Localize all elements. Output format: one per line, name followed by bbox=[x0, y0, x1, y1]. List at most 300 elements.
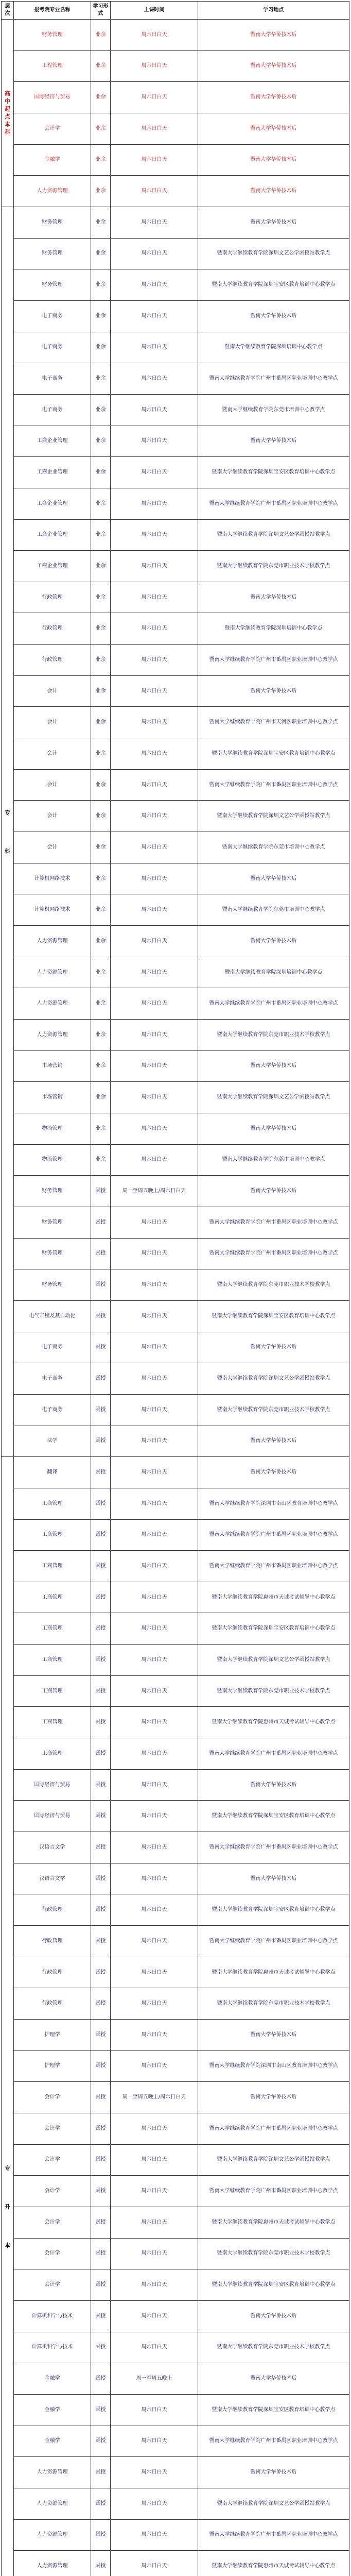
location-cell: 暨南大学继续教育学院东莞市职业技术学校教学点 bbox=[198, 1020, 349, 1051]
table-row bbox=[2, 1394, 349, 1426]
major-cell: 人力资源管理 bbox=[14, 926, 91, 957]
table-row bbox=[2, 1645, 349, 1676]
table-row bbox=[2, 894, 349, 926]
schedule-table bbox=[1, 1, 349, 2576]
table-row bbox=[2, 2082, 349, 2113]
major-cell: 会计学 bbox=[14, 2238, 91, 2269]
major-cell: 会计学 bbox=[14, 2082, 91, 2113]
study-form-cell: 函授 bbox=[91, 1426, 111, 1457]
major-cell: 工商管理 bbox=[14, 1613, 91, 1645]
major-cell: 人力资源管理 bbox=[14, 988, 91, 1020]
table-row bbox=[2, 2176, 349, 2207]
table-row bbox=[2, 2488, 349, 2519]
major-cell: 金融学 bbox=[14, 2363, 91, 2395]
class-time-cell: 周六日白天 bbox=[111, 1113, 198, 1144]
table-row bbox=[2, 1769, 349, 1801]
study-form-cell: 函授 bbox=[91, 1613, 111, 1645]
major-cell: 财务管理 bbox=[14, 269, 91, 301]
table-row bbox=[2, 2300, 349, 2332]
location-cell: 暨南大学继续教育学院东莞市职业技术学校教学点 bbox=[198, 1675, 349, 1707]
table-row bbox=[2, 2144, 349, 2176]
location-cell: 暨南大学继续教育学院深圳宝安区教育培训中心教学点 bbox=[198, 1300, 349, 1332]
class-time-cell: 周六日白天 bbox=[111, 613, 198, 645]
table-row bbox=[2, 2050, 349, 2082]
major-cell: 工商管理 bbox=[14, 1488, 91, 1519]
location-cell: 暨南大学继续教育学院深圳宝安区教育培训中心教学点 bbox=[198, 457, 349, 488]
location-cell: 暨南大学继续教育学院惠州市天诚考试辅导中心教学点 bbox=[198, 2207, 349, 2238]
location-cell: 暨南大学华侨技术后 bbox=[198, 207, 349, 238]
table-row bbox=[2, 1269, 349, 1301]
location-cell: 暨南大学华侨技术后 bbox=[198, 1426, 349, 1457]
table-header-row bbox=[2, 2, 349, 20]
class-time-cell: 周六日白天 bbox=[111, 1675, 198, 1707]
table-row bbox=[2, 1957, 349, 1988]
location-cell: 暨南大学华侨技术后 bbox=[198, 2082, 349, 2113]
location-cell: 暨南大学继续教育学院惠州市天诚考试辅导中心教学点 bbox=[198, 1582, 349, 1613]
table-row bbox=[2, 1082, 349, 1113]
study-form-cell: 函授 bbox=[91, 2082, 111, 2113]
major-cell: 人力资源管理 bbox=[14, 1020, 91, 1051]
class-time-cell: 周六日白天 bbox=[111, 675, 198, 707]
class-time-cell: 周六日白天 bbox=[111, 238, 198, 269]
table-row bbox=[2, 1707, 349, 1738]
study-form-cell: 业余 bbox=[91, 1113, 111, 1144]
location-cell: 暨南大学继续教育学院广州市番禺区职业培训中心教学点 bbox=[198, 2176, 349, 2207]
class-time-cell: 周一至周五晚上/周六日白天 bbox=[111, 1176, 198, 1207]
study-form-cell: 函授 bbox=[91, 1519, 111, 1551]
class-time-cell: 周六日白天 bbox=[111, 1082, 198, 1113]
major-cell: 工商企业管理 bbox=[14, 551, 91, 582]
location-cell: 暨南大学华侨技术后 bbox=[198, 1176, 349, 1207]
table-row bbox=[2, 1613, 349, 1645]
table-body bbox=[2, 20, 349, 2576]
class-time-cell: 周六日白天 bbox=[111, 1738, 198, 1770]
class-time-cell: 周六日白天 bbox=[111, 2488, 198, 2519]
table-row bbox=[2, 300, 349, 332]
major-cell: 工商企业管理 bbox=[14, 457, 91, 488]
study-form-cell: 业余 bbox=[91, 82, 111, 113]
study-form-cell: 业余 bbox=[91, 207, 111, 238]
study-form-cell: 函授 bbox=[91, 2113, 111, 2144]
table-row bbox=[2, 1020, 349, 1051]
table-row bbox=[2, 1050, 349, 1082]
class-time-cell: 周六日白天 bbox=[111, 1832, 198, 1863]
study-form-cell: 函授 bbox=[91, 1332, 111, 1363]
location-cell: 暨南大学华侨技术后 bbox=[198, 113, 349, 144]
major-cell: 会计 bbox=[14, 738, 91, 770]
table-row bbox=[2, 1457, 349, 1488]
study-form-cell: 业余 bbox=[91, 613, 111, 645]
class-time-cell: 周六日白天 bbox=[111, 1457, 198, 1488]
major-cell: 会计学 bbox=[14, 2269, 91, 2301]
table-row bbox=[2, 1238, 349, 1269]
major-cell: 市场营销 bbox=[14, 1050, 91, 1082]
major-cell: 工商管理 bbox=[14, 1675, 91, 1707]
major-cell: 工商管理 bbox=[14, 1582, 91, 1613]
study-form-cell: 函授 bbox=[91, 2144, 111, 2176]
location-cell: 暨南大学继续教育学院东莞市职业技术学校教学点 bbox=[198, 2238, 349, 2269]
class-time-cell: 周六日白天 bbox=[111, 488, 198, 519]
table-row bbox=[2, 113, 349, 144]
table-row bbox=[2, 20, 349, 51]
table-row bbox=[2, 551, 349, 582]
class-time-cell: 周六日白天 bbox=[111, 1332, 198, 1363]
location-cell: 暨南大学继续教育学院惠州市天诚考试辅导中心教学点 bbox=[198, 2551, 349, 2576]
class-time-cell: 周六日白天 bbox=[111, 1551, 198, 1582]
major-cell: 计算机网络技术 bbox=[14, 863, 91, 894]
class-time-cell: 周六日白天 bbox=[111, 1613, 198, 1645]
study-form-cell: 业余 bbox=[91, 738, 111, 770]
major-cell: 法学 bbox=[14, 1426, 91, 1457]
study-form-cell: 函授 bbox=[91, 1801, 111, 1832]
location-cell: 暨南大学继续教育学院东莞市职业技术学校教学点 bbox=[198, 2332, 349, 2363]
study-form-cell: 函授 bbox=[91, 1645, 111, 1676]
major-cell: 电气工程及其自动化 bbox=[14, 1300, 91, 1332]
major-cell: 汉语言文学 bbox=[14, 1832, 91, 1863]
table-row bbox=[2, 1582, 349, 1613]
major-cell: 电子商务 bbox=[14, 363, 91, 395]
location-cell: 暨南大学继续教育学院广州市番禺区职业培训中心教学点 bbox=[198, 2113, 349, 2144]
study-form-cell: 函授 bbox=[91, 2426, 111, 2457]
class-time-cell: 周六日白天 bbox=[111, 551, 198, 582]
study-form-cell: 业余 bbox=[91, 1082, 111, 1113]
header-major: 报考院专业名称 bbox=[14, 2, 91, 20]
major-cell: 物流管理 bbox=[14, 1144, 91, 1176]
table-row bbox=[2, 1894, 349, 1926]
major-cell: 会计学 bbox=[14, 2176, 91, 2207]
major-cell: 会计学 bbox=[14, 113, 91, 144]
study-form-cell: 业余 bbox=[91, 894, 111, 926]
table-row bbox=[2, 1363, 349, 1395]
study-form-cell: 业余 bbox=[91, 332, 111, 363]
table-row bbox=[2, 863, 349, 894]
location-cell: 暨南大学继续教育学院深圳文艺公学函授站教学点 bbox=[198, 238, 349, 269]
study-form-cell: 函授 bbox=[91, 1551, 111, 1582]
class-time-cell: 周六日白天 bbox=[111, 1894, 198, 1926]
table-row bbox=[2, 2426, 349, 2457]
study-form-cell: 函授 bbox=[91, 1457, 111, 1488]
study-form-cell: 函授 bbox=[91, 1707, 111, 1738]
table-row bbox=[2, 2551, 349, 2576]
location-cell: 暨南大学华侨技术后 bbox=[198, 926, 349, 957]
major-cell: 工商企业管理 bbox=[14, 519, 91, 551]
location-cell: 暨南大学华侨技术后 bbox=[198, 82, 349, 113]
class-time-cell: 周六日白天 bbox=[111, 2300, 198, 2332]
class-time-cell: 周六日白天 bbox=[111, 113, 198, 144]
study-form-cell: 业余 bbox=[91, 176, 111, 207]
major-cell: 电子商务 bbox=[14, 1363, 91, 1395]
study-form-cell: 业余 bbox=[91, 1050, 111, 1082]
class-time-cell: 周六日白天 bbox=[111, 363, 198, 395]
major-cell: 电子商务 bbox=[14, 394, 91, 426]
class-time-cell: 周六日白天 bbox=[111, 2394, 198, 2426]
class-time-cell: 周六日白天 bbox=[111, 2238, 198, 2269]
class-time-cell: 周六日白天 bbox=[111, 988, 198, 1020]
study-form-cell: 函授 bbox=[91, 2207, 111, 2238]
header-class-time: 上课时间 bbox=[111, 2, 198, 20]
study-form-cell: 函授 bbox=[91, 2363, 111, 2395]
study-form-cell: 业余 bbox=[91, 675, 111, 707]
table-row bbox=[2, 801, 349, 832]
class-time-cell: 周六日白天 bbox=[111, 1801, 198, 1832]
table-row bbox=[2, 457, 349, 488]
location-cell: 暨南大学继续教育学院广州市番禺区职业培训中心教学点 bbox=[198, 769, 349, 801]
class-time-cell: 周六日白天 bbox=[111, 2519, 198, 2551]
study-form-cell: 函授 bbox=[91, 2519, 111, 2551]
class-time-cell: 周六日白天 bbox=[111, 1988, 198, 2020]
study-form-cell: 函授 bbox=[91, 2488, 111, 2519]
location-cell: 暨南大学华侨技术后 bbox=[198, 1863, 349, 1894]
class-time-cell: 周六日白天 bbox=[111, 1207, 198, 1238]
table-row bbox=[2, 144, 349, 176]
table-row bbox=[2, 1488, 349, 1519]
class-time-cell: 周六日白天 bbox=[111, 20, 198, 51]
major-cell: 电子商务 bbox=[14, 332, 91, 363]
class-time-cell: 周六日白天 bbox=[111, 2050, 198, 2082]
major-cell: 护理学 bbox=[14, 2050, 91, 2082]
study-form-cell: 函授 bbox=[91, 1894, 111, 1926]
table-row bbox=[2, 426, 349, 457]
table-row bbox=[2, 2394, 349, 2426]
table-row bbox=[2, 738, 349, 770]
location-cell: 暨南大学华侨技术后 bbox=[198, 2457, 349, 2488]
location-cell: 暨南大学继续教育学院东莞市培训中心教学点 bbox=[198, 832, 349, 863]
class-time-cell: 周六日白天 bbox=[111, 1645, 198, 1676]
class-time-cell: 周六日白天 bbox=[111, 1582, 198, 1613]
table-row bbox=[2, 2519, 349, 2551]
location-cell: 暨南大学华侨技术后 bbox=[198, 50, 349, 82]
location-cell: 暨南大学继续教育学院深圳宝安区教育培训中心教学点 bbox=[198, 2269, 349, 2301]
study-form-cell: 业余 bbox=[91, 50, 111, 82]
location-cell: 暨南大学华侨技术后 bbox=[198, 426, 349, 457]
major-cell: 计算机科学与技术 bbox=[14, 2332, 91, 2363]
class-time-cell: 周六日白天 bbox=[111, 50, 198, 82]
study-form-cell: 函授 bbox=[91, 1675, 111, 1707]
table-row bbox=[2, 675, 349, 707]
study-form-cell: 函授 bbox=[91, 1957, 111, 1988]
class-time-cell: 周六日白天 bbox=[111, 1769, 198, 1801]
major-cell: 行政管理 bbox=[14, 1894, 91, 1926]
study-form-cell: 业余 bbox=[91, 457, 111, 488]
location-cell: 暨南大学华侨技术后 bbox=[198, 1113, 349, 1144]
major-cell: 会计 bbox=[14, 707, 91, 738]
class-time-cell: 周六日白天 bbox=[111, 2176, 198, 2207]
major-cell: 会计 bbox=[14, 675, 91, 707]
location-cell: 暨南大学继续教育学院东莞市职业技术学校教学点 bbox=[198, 1394, 349, 1426]
study-form-cell: 函授 bbox=[91, 1300, 111, 1332]
major-cell: 行政管理 bbox=[14, 613, 91, 645]
class-time-cell: 周六日白天 bbox=[111, 2332, 198, 2363]
table-row bbox=[2, 2238, 349, 2269]
class-time-cell: 周六日白天 bbox=[111, 832, 198, 863]
header-study-form: 学习形式 bbox=[91, 2, 111, 20]
location-cell: 暨南大学继续教育学院深圳培训中心教学点 bbox=[198, 957, 349, 988]
location-cell: 暨南大学继续教育学院深圳文艺公学函授站教学点 bbox=[198, 519, 349, 551]
major-cell: 电子商务 bbox=[14, 300, 91, 332]
major-cell: 人力资源管理 bbox=[14, 2488, 91, 2519]
major-cell: 行政管理 bbox=[14, 1957, 91, 1988]
table-row bbox=[2, 1926, 349, 1957]
location-cell: 暨南大学继续教育学院广州市番禺区职业培训中心教学点 bbox=[198, 2519, 349, 2551]
table-row bbox=[2, 707, 349, 738]
table-row bbox=[2, 207, 349, 238]
class-time-cell: 周一至周五晚上 bbox=[111, 2363, 198, 2395]
location-cell: 暨南大学继续教育学院深圳宝安区教育培训中心教学点 bbox=[198, 1801, 349, 1832]
table-row bbox=[2, 582, 349, 613]
major-cell: 金融学 bbox=[14, 2426, 91, 2457]
location-cell: 暨南大学华侨技术后 bbox=[198, 1332, 349, 1363]
class-time-cell: 周六日白天 bbox=[111, 332, 198, 363]
major-cell: 行政管理 bbox=[14, 1988, 91, 2020]
table-row bbox=[2, 2363, 349, 2395]
table-row bbox=[2, 1176, 349, 1207]
table-row bbox=[2, 1113, 349, 1144]
table-row bbox=[2, 1332, 349, 1363]
study-form-cell: 业余 bbox=[91, 300, 111, 332]
major-cell: 电子商务 bbox=[14, 1394, 91, 1426]
major-cell: 翻译 bbox=[14, 1457, 91, 1488]
class-time-cell: 周六日白天 bbox=[111, 1863, 198, 1894]
major-cell: 国际经济与贸易 bbox=[14, 1801, 91, 1832]
location-cell: 暨南大学继续教育学院惠州市天诚考试辅导中心教学点 bbox=[198, 1707, 349, 1738]
location-cell: 暨南大学继续教育学院深圳文艺公学函授站教学点 bbox=[198, 801, 349, 832]
class-time-cell: 周六日白天 bbox=[111, 957, 198, 988]
major-cell: 工商管理 bbox=[14, 1707, 91, 1738]
table-row bbox=[2, 2207, 349, 2238]
major-cell: 物流管理 bbox=[14, 1113, 91, 1144]
study-form-cell: 函授 bbox=[91, 1238, 111, 1269]
location-cell: 暨南大学继续教育学院广州市番禺区职业培训中心教学点 bbox=[198, 988, 349, 1020]
location-cell: 暨南大学继续教育学院广州市番禺区职业培训中心教学点 bbox=[198, 1832, 349, 1863]
study-form-cell: 业余 bbox=[91, 113, 111, 144]
study-form-cell: 业余 bbox=[91, 832, 111, 863]
study-form-cell: 函授 bbox=[91, 1176, 111, 1207]
table-row bbox=[2, 1801, 349, 1832]
class-time-cell: 周六日白天 bbox=[111, 1394, 198, 1426]
major-cell: 人力资源管理 bbox=[14, 957, 91, 988]
major-cell: 国际经济与贸易 bbox=[14, 82, 91, 113]
location-cell: 暨南大学华侨技术后 bbox=[198, 1457, 349, 1488]
major-cell: 会计学 bbox=[14, 2113, 91, 2144]
study-form-cell: 业余 bbox=[91, 269, 111, 301]
study-form-cell: 业余 bbox=[91, 551, 111, 582]
study-form-cell: 业余 bbox=[91, 363, 111, 395]
study-form-cell: 业余 bbox=[91, 238, 111, 269]
study-form-cell: 函授 bbox=[91, 2176, 111, 2207]
major-cell: 人力资源管理 bbox=[14, 176, 91, 207]
table-row bbox=[2, 269, 349, 301]
study-form-cell: 业余 bbox=[91, 394, 111, 426]
location-cell: 暨南大学继续教育学院东莞市培训中心教学点 bbox=[198, 894, 349, 926]
major-cell: 财务管理 bbox=[14, 238, 91, 269]
location-cell: 暨南大学继续教育学院深圳培训中心教学点 bbox=[198, 332, 349, 363]
study-form-cell: 函授 bbox=[91, 1363, 111, 1395]
class-time-cell: 周六日白天 bbox=[111, 582, 198, 613]
location-cell: 暨南大学继续教育学院东莞市职业技术学校教学点 bbox=[198, 1269, 349, 1301]
major-cell: 市场营销 bbox=[14, 1082, 91, 1113]
major-cell: 工程管理 bbox=[14, 50, 91, 82]
major-cell: 会计 bbox=[14, 769, 91, 801]
location-cell: 暨南大学继续教育学院广州市番禺区职业培训中心教学点 bbox=[198, 1207, 349, 1238]
major-cell: 护理学 bbox=[14, 2020, 91, 2051]
level-cell: 专 科 bbox=[2, 207, 14, 1456]
location-cell: 暨南大学继续教育学院东莞市职业技术学校教学点 bbox=[198, 1988, 349, 2020]
location-cell: 暨南大学继续教育学院广州市番禺区职业培训中心教学点 bbox=[198, 363, 349, 395]
header-study-location: 学习地点 bbox=[198, 2, 349, 20]
location-cell: 暨南大学继续教育学院深圳文艺公学函授站教学点 bbox=[198, 1082, 349, 1113]
location-cell: 暨南大学华侨技术后 bbox=[198, 582, 349, 613]
table-row bbox=[2, 488, 349, 519]
class-time-cell: 周六日白天 bbox=[111, 707, 198, 738]
major-cell: 计算机科学与技术 bbox=[14, 2300, 91, 2332]
class-time-cell: 周六日白天 bbox=[111, 645, 198, 676]
major-cell: 财务管理 bbox=[14, 1238, 91, 1269]
level-cell: 专 升 本 bbox=[2, 1457, 14, 2576]
table-row bbox=[2, 1300, 349, 1332]
major-cell: 工商管理 bbox=[14, 1738, 91, 1770]
location-cell: 暨南大学继续教育学院广州市番禺区职业培训中心教学点 bbox=[198, 1551, 349, 1582]
class-time-cell: 周六日白天 bbox=[111, 801, 198, 832]
class-time-cell: 周六日白天 bbox=[111, 176, 198, 207]
table-row bbox=[2, 2113, 349, 2144]
class-time-cell: 周六日白天 bbox=[111, 1363, 198, 1395]
class-time-cell: 周六日白天 bbox=[111, 82, 198, 113]
major-cell: 工商企业管理 bbox=[14, 488, 91, 519]
class-time-cell: 周六日白天 bbox=[111, 1050, 198, 1082]
class-time-cell: 周六日白天 bbox=[111, 1269, 198, 1301]
class-time-cell: 周六日白天 bbox=[111, 1020, 198, 1051]
study-form-cell: 函授 bbox=[91, 2020, 111, 2051]
major-cell: 财务管理 bbox=[14, 1207, 91, 1238]
table-row bbox=[2, 769, 349, 801]
level-cell: 高 中 起 点 本 科 bbox=[2, 20, 14, 207]
study-form-cell: 业余 bbox=[91, 1144, 111, 1176]
table-row bbox=[2, 926, 349, 957]
class-time-cell: 周六日白天 bbox=[111, 207, 198, 238]
study-form-cell: 业余 bbox=[91, 519, 111, 551]
study-form-cell: 业余 bbox=[91, 1020, 111, 1051]
study-form-cell: 函授 bbox=[91, 2551, 111, 2576]
location-cell: 暨南大学华侨技术后 bbox=[198, 1050, 349, 1082]
class-time-cell: 周六日白天 bbox=[111, 926, 198, 957]
major-cell: 行政管理 bbox=[14, 645, 91, 676]
study-form-cell: 函授 bbox=[91, 1832, 111, 1863]
study-form-cell: 业余 bbox=[91, 488, 111, 519]
class-time-cell: 周六日白天 bbox=[111, 769, 198, 801]
study-form-cell: 函授 bbox=[91, 1269, 111, 1301]
location-cell: 暨南大学华侨技术后 bbox=[198, 144, 349, 176]
class-time-cell: 周六日白天 bbox=[111, 426, 198, 457]
table-row bbox=[2, 1426, 349, 1457]
location-cell: 暨南大学继续教育学院广州市番禺区职业培训中心教学点 bbox=[198, 1738, 349, 1770]
class-time-cell: 周六日白天 bbox=[111, 738, 198, 770]
table-row bbox=[2, 1738, 349, 1770]
header-level: 层次 bbox=[2, 2, 14, 20]
table-row bbox=[2, 1551, 349, 1582]
class-time-cell: 周六日白天 bbox=[111, 269, 198, 301]
class-time-cell: 周六日白天 bbox=[111, 1426, 198, 1457]
location-cell: 暨南大学继续教育学院东莞市职业技术学校教学点 bbox=[198, 551, 349, 582]
table-row bbox=[2, 50, 349, 82]
study-form-cell: 函授 bbox=[91, 1863, 111, 1894]
table-row bbox=[2, 957, 349, 988]
study-form-cell: 函授 bbox=[91, 1394, 111, 1426]
major-cell: 会计学 bbox=[14, 2207, 91, 2238]
major-cell: 会计 bbox=[14, 832, 91, 863]
class-time-cell: 周六日白天 bbox=[111, 1238, 198, 1269]
class-time-cell: 周六日白天 bbox=[111, 457, 198, 488]
study-form-cell: 业余 bbox=[91, 144, 111, 176]
